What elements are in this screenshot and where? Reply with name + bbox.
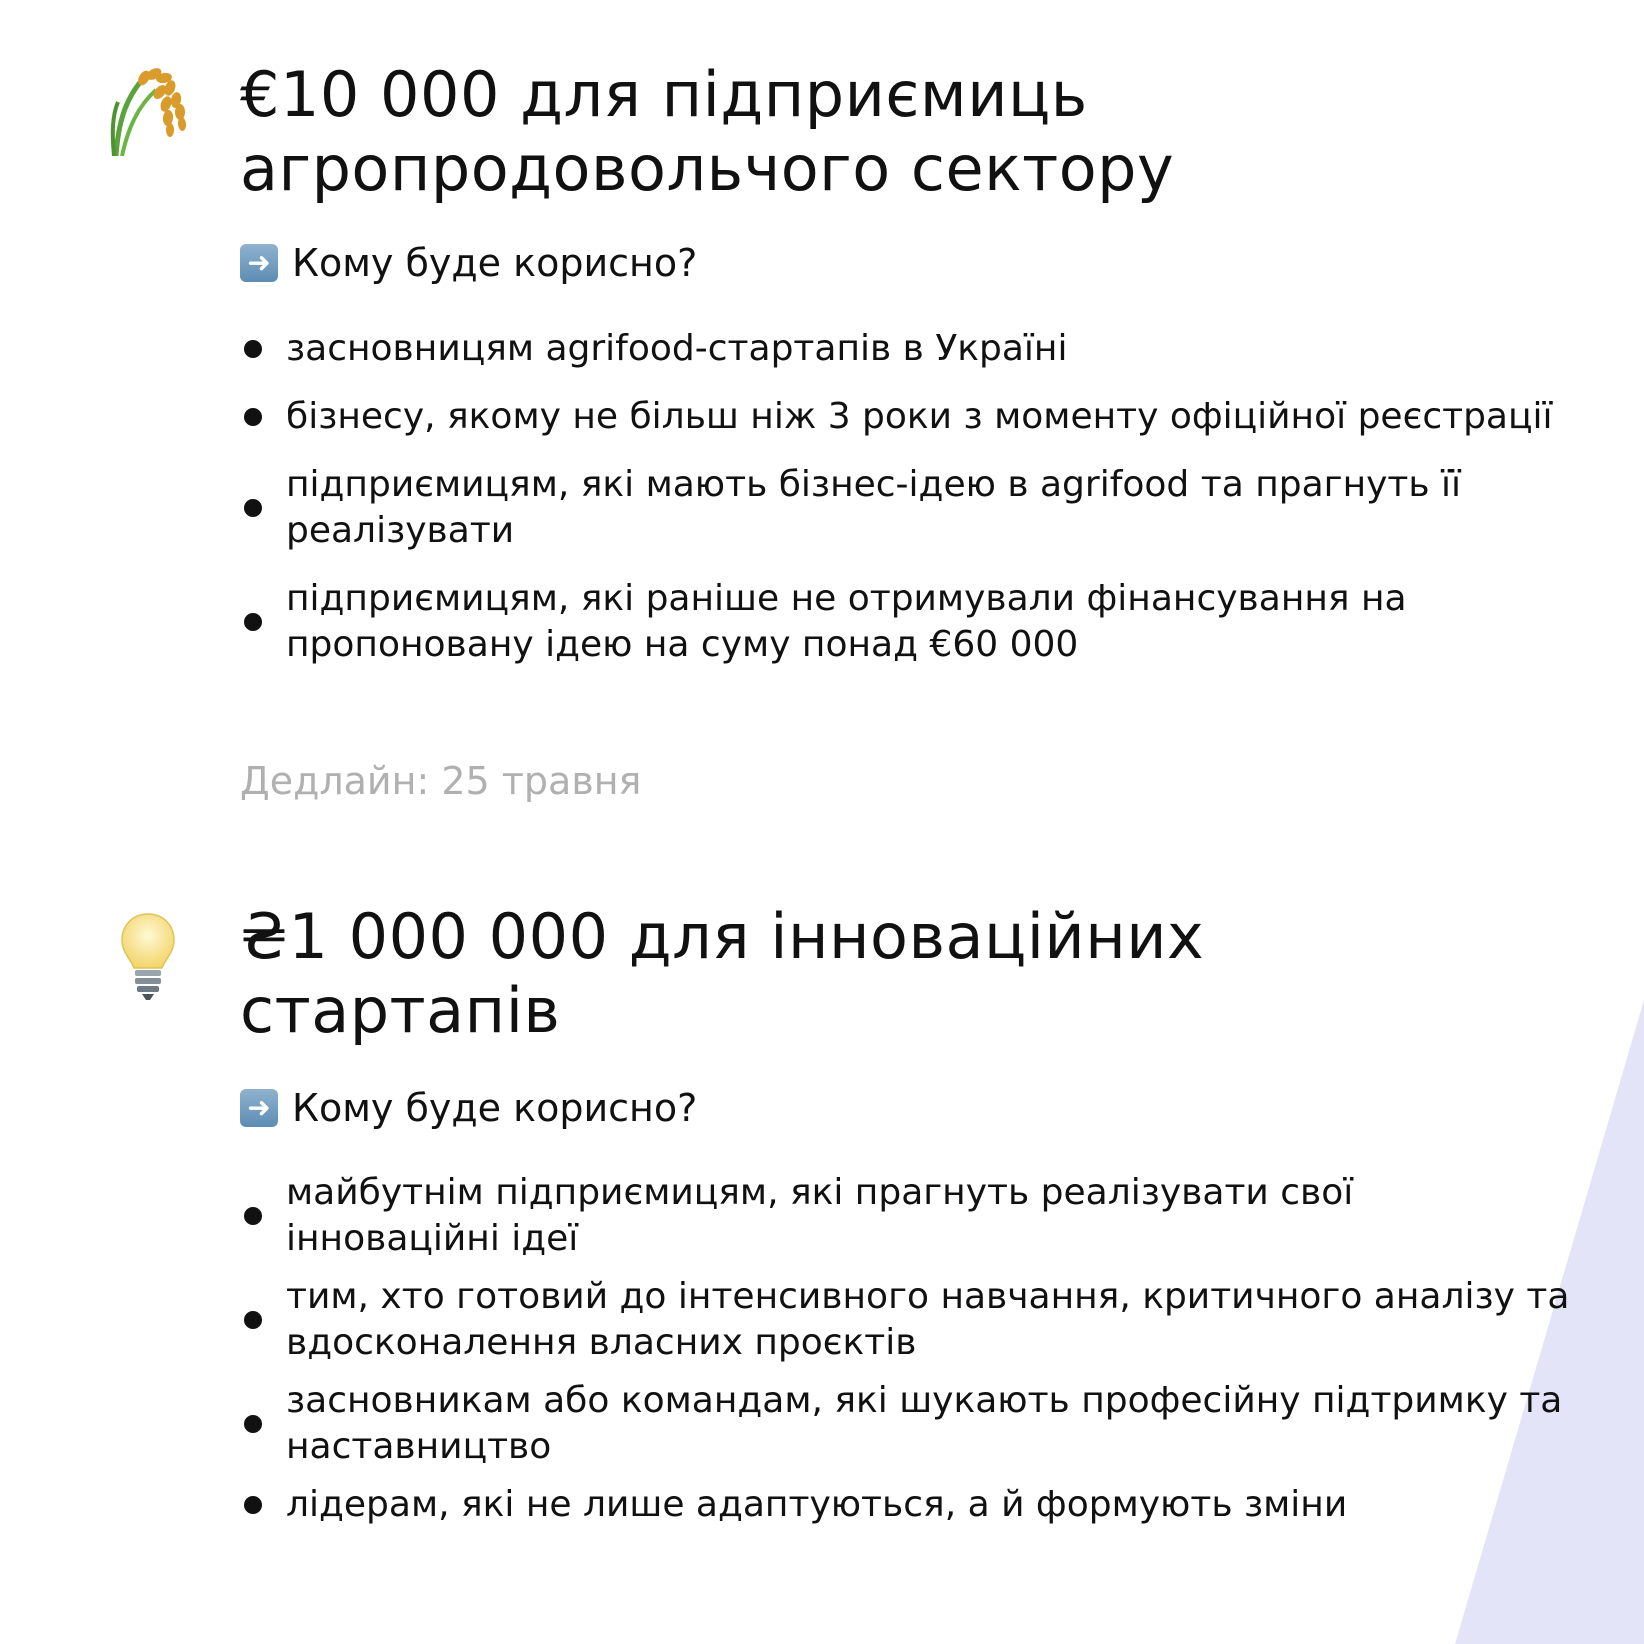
list-item: підприємицям, які мають бізнес-ідею в agrifood та прагнуть її реалізувати: [240, 462, 1570, 554]
list-item: підприємицям, які раніше не отримували фінансування на пропоновану ідею на суму понад €60 000: [240, 576, 1570, 668]
bullet-icon: [244, 1311, 262, 1329]
section-title: €10 000 для підприємиць агропродовольчого сектору: [240, 58, 1175, 205]
beneficiaries-list: [240, 326, 1570, 690]
bullet-icon: [244, 340, 262, 358]
bullet-icon: [244, 1207, 262, 1225]
rice-icon: [104, 66, 190, 156]
bullet-icon: [244, 408, 262, 426]
right-arrow-icon: ➜: [240, 1089, 278, 1127]
bullet-icon: [244, 1496, 262, 1514]
section-subtitle: [240, 240, 697, 286]
subtitle-text: Кому буде корисно?: [292, 1086, 698, 1130]
list-item: бізнесу, якому не більш ніж 3 роки з моменту офіційної реєстрації: [240, 394, 1570, 440]
section-subtitle: [240, 1085, 697, 1131]
beneficiaries-list: [240, 1170, 1570, 1540]
list-item: лідерам, які не лише адаптуються, а й формують зміни: [240, 1482, 1570, 1528]
list-item: засновницям agrifood-стартапів в Україні: [240, 326, 1570, 372]
light-bulb-icon: [118, 912, 178, 1000]
bullet-icon: [244, 1415, 262, 1433]
bullet-icon: [244, 613, 262, 631]
right-arrow-icon: ➜: [240, 244, 278, 282]
list-item: тим, хто готовий до інтенсивного навчання, критичного аналізу та вдосконалення власних проєктів: [240, 1274, 1570, 1366]
list-item: засновникам або командам, які шукають професійну підтримку та наставництво: [240, 1378, 1570, 1470]
bullet-icon: [244, 499, 262, 517]
subtitle-text: Кому буде корисно?: [292, 241, 698, 285]
list-item: майбутнім підприємицям, які прагнуть реалізувати свої інноваційні ідеї: [240, 1170, 1570, 1262]
deadline-text: Дедлайн: 25 травня: [240, 759, 642, 803]
section-title: ₴1 000 000 для інноваційних стартапів: [240, 900, 1205, 1047]
